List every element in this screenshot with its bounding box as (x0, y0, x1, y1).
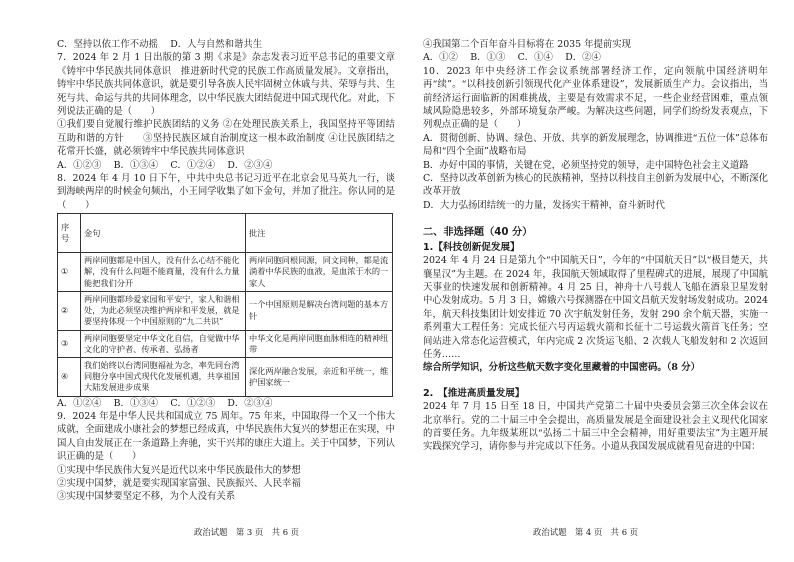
q10-option-d: D．大力弘扬团结统一的力量，发扬实干精神，奋斗新时代 (423, 199, 665, 211)
q1-body: 2024 年 4 月 24 日是第九个“中国航天日”，今年的“中国航天日”以“极目楚天，共襄星汉”为主题。在 2024 年，我国航天领域取得了里程碑式的进展，展现了中国航天事业的快速发展和创新精神。4 月 25 日，神舟十八号载人飞船在酒泉卫星发射中心发射成功。5 月 3 日，嫦娥六号探测器在中国文昌航天发射场发射成功。2024 年，航天科技集团计划安排近 70 次宇航发射任务，发射 290 余个航天器，实施一系列重大工程任务：完成长征六号丙运载火箭和长征十二号运载火箭首飞任务；空间站进入常态化运营模式，年内完成 2 次货运飞船、2 次载人飞船发射和 2 次返回任务…… (423, 255, 768, 360)
page-footer-right: 政治试题 第 4 页 共 6 页 (533, 527, 639, 537)
right-column (423, 38, 768, 454)
q9-options: ①实现中华民族伟大复兴是近代以来中华民族最伟大的梦想 ②实现中国梦，就是要实现国家富强、民族振兴、人民幸福 ③实现中国梦要坚定不移，为个人没有关系 (57, 464, 301, 503)
q8-row-note: 深化两岸融合发展，亲近和平统一，维护国家统一 (246, 357, 393, 396)
q1-title: 1.【科技创新促发展】 (423, 241, 520, 253)
table-row (58, 330, 393, 357)
q10-stem: 10．2023 年中央经济工作会议系统部署经济工作，定向领航中国经济明年再“续”。“以科技创新引领现代化产业体系建设”，发展新质生产力。会议指出，当前经济运行面临新的困难挑战，主要是有效需求不足，一些企业经营困难，重点领域风险隐患较多，外部环境复杂严峻。为解决这些问题，同学们纷纷发表观点，下列观点正确的是（ ） (423, 65, 768, 131)
q8-row-no: ④ (58, 357, 81, 396)
q8-head-no: 序号 (58, 214, 81, 253)
q9-answers: A．①② B．①③ C．①④ D．②④ (423, 52, 601, 64)
q9-option-4: ④我国第二个百年奋斗目标将在 2035 年提前实现 (423, 39, 631, 50)
table-row (58, 291, 393, 330)
q1-question: 综合所学知识，分析这些航天数字变化里藏着的中国密码。（8 分） (423, 362, 700, 374)
q2-title: 2. 【推进高质量发展】 (423, 387, 525, 399)
q7-answers: A．①②③ B．①③④ C．①②④ D．②③④ (57, 159, 273, 171)
q8-row-quote: 两岸同胞都是中国人，没有什么心结不能化解，没有什么问题不能商量，没有什么力量能把我们分开 (81, 253, 246, 292)
left-column (57, 38, 395, 504)
q8-table (57, 213, 393, 396)
q8-row-quote: 两岸同胞要坚定中华文化自信，自觉做中华文化的守护者、传承者、弘扬者 (81, 330, 246, 357)
q8-row-no: ② (58, 291, 81, 330)
q8-head-quote: 金句 (81, 214, 246, 253)
table-row (58, 357, 393, 396)
q8-table-header (58, 214, 393, 253)
q8-row-note: 两岸同胞同根同源，同文同种，都是流淌着中华民族的血液，是血浓于水的一家人 (246, 253, 393, 292)
q10-option-c: C．坚持以改革创新为核心的民族精神，坚持以科技自主创新为发展中心，不断深化改革开放 (423, 173, 768, 198)
table-row (58, 253, 393, 292)
q8-row-note: 一个中国原则是解决台湾问题的基本方针 (246, 291, 393, 330)
q7-stem: 7．2024 年 2 月 1 日出版的第 3 期《求是》杂志发表习近平总书记的重要文章《铸牢中华民族共同体意识 推进新时代党的民族工作高质量发展》。文章指出，铸牢中华民族共同体意识，就是要引导各族人民牢固树立休戚与共、荣辱与共、生死与共、命运与共的共同体理念，以中华民族大团结促进中国式现代化。对此，下列说法正确的是（ ） (57, 52, 395, 118)
section-2-title: 二、非选择题（40 分） (423, 227, 533, 239)
q8-stem: 8．2024 年 4 月 10 日下午，中共中央总书记习近平在北京会见马英九一行，谈到海峡两岸的时候金句频出，小王同学收集了如下金句，并加了批注。你认同的是（ ） (57, 173, 395, 211)
q8-row-quote: 两岸同胞都珍爱家园和平安宁，家人和谐相处，为此必须坚决维护两岸和平发展，就是要坚持体现一个中国原则的“九二共识” (81, 291, 246, 330)
q7-options: ①我们要自觉履行维护民族团结的义务 ②在处理民族关系上，我国坚持平等团结互助和谐的方针 ③坚持民族区域自治制度这一根本政治制度 ④让民族团结之花常开长盛，就必须铸牢中华民族共同体意识 (57, 119, 395, 158)
q2-body: 2024 年 7 月 15 日至 18 日，中国共产党第二十届中央委员会第三次全体会议在北京举行。党的二十届三中全会提出，高质量发展是全面建设社会主义现代化国家的首要任务。九年级某班以“弘扬二十届三中全会精神，用好重要法宝”为主题开展实践探究学习，请你参与并完成以下任务。小道从我国发展成就看见奋进的中国： (423, 401, 768, 453)
q10-option-a: A．贯彻创新、协调、绿色、开放、共享的新发展理念，协调推进“五位一体”总体布局和“四个全面”战略布局 (423, 132, 768, 158)
q8-answers: A．①②④ B．①③④ C．①②③ D．②③④ (57, 397, 273, 409)
q6-options-cd: C．坚持以依工作不动摇 D．人与自然和谐共生 (57, 39, 263, 50)
page-footer-left: 政治试题 第 3 页 共 6 页 (194, 527, 300, 537)
q9-stem: 9．2024 年是中华人民共和国成立 75 周年。75 年来，中国取得一个又一个伟大成就，全面建成小康社会的梦想已经成真，中华民族伟大复兴的梦想正在实现，中国人自由发展正在一条道路上奔驰，实干兴邦的康庄大道上。关于中国梦，下列认识正确的是（ ） (57, 410, 395, 463)
q8-row-note: 中华文化是两岸同胞血脉相连的精神纽带 (246, 330, 393, 357)
q8-row-quote: 我们始终以台湾同胞福祉为念，率先同台湾同胞分享中国式现代化发展机遇，共享祖国大陆发展进步成果 (81, 357, 246, 396)
q10-option-b: B．办好中国的事情，关键在党，必须坚持党的领导，走中国特色社会主义道路 (423, 159, 749, 171)
q8-row-no: ① (58, 253, 81, 292)
q8-head-note: 批注 (246, 214, 393, 253)
q8-row-no: ③ (58, 330, 81, 357)
